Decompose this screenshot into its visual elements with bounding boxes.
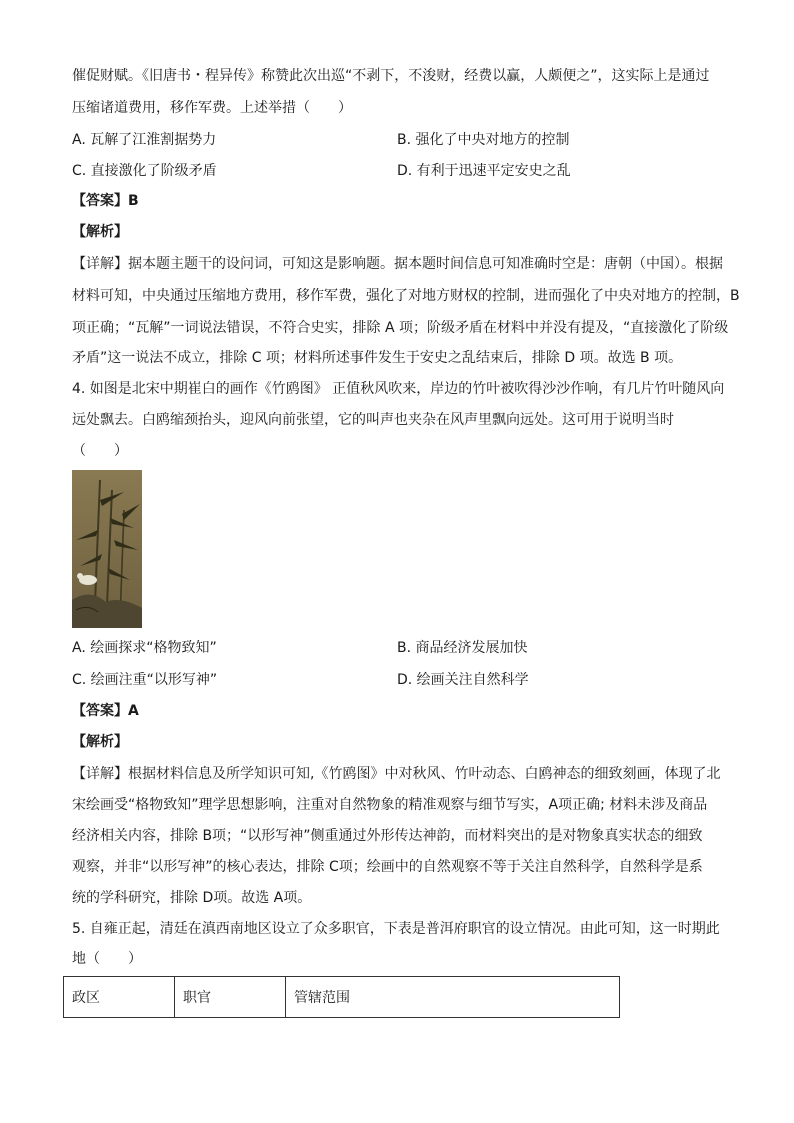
q3-detail-line-2: 材料可知，中央通过压缩地方费用，移作军费，强化了对地方财权的控制，进而强化了中央对地方的控制，B	[72, 288, 740, 304]
q4-option-c: C. 绘画注重“以形写神”	[72, 672, 218, 688]
q5-stem-line-2: 地（ ）	[72, 951, 142, 967]
q5-table	[63, 976, 620, 1018]
q3-option-d: D. 有利于迅速平定安史之乱	[397, 163, 571, 179]
table-header-row	[64, 977, 620, 1018]
q4-detail-line-2: 宋绘画受“格物致知”理学思想影响，注重对自然物象的精准观察与细节写实，A项正确; 材料未涉及商品	[72, 797, 708, 813]
q4-answer: 【答案】A	[72, 703, 139, 719]
q3-detail-line-1: 【详解】据本题主题干的设问词，可知这是影响题。据本题时间信息可知准确时空是：唐朝（中国）。根据	[72, 256, 723, 272]
q4-detail-line-5: 统的学科研究，排除 D项。故选 A项。	[72, 890, 312, 906]
q4-stem-line-2: 远处飘去。白鸥缩颈抬头，迎风向前张望，它的叫声也夹杂在风声里飘向远处。这可用于说明当时	[72, 412, 674, 428]
q3-answer: 【答案】B	[72, 193, 139, 209]
q3-analysis-label: 【解析】	[72, 224, 128, 240]
q3-detail-line-4: 矛盾”这一说法不成立，排除 C 项；材料所述事件发生于安史之乱结束后，排除 D 项。故选 B 项。	[72, 350, 683, 366]
q3-stem-line-1: 催促财赋。《旧唐书・程异传》称赞此次出巡“不剥下，不浚财，经费以赢，人颇便之”，这实际上是通过	[72, 68, 710, 84]
q4-analysis-label: 【解析】	[72, 734, 128, 750]
q3-detail-line-3: 项正确；“瓦解”一词说法错误，不符合史实，排除 A 项；阶级矛盾在材料中并没有提及，“直接激化了阶级	[72, 320, 729, 336]
q4-option-d: D. 绘画关注自然科学	[397, 672, 529, 688]
q5-stem-line-1: 5. 自雍正起，清廷在滇西南地区设立了众多职官，下表是普洱府职官的设立情况。由此可知，这一时期此	[72, 921, 720, 937]
q3-stem-line-2: 压缩诸道费用，移作军费。上述举措（ ）	[72, 100, 352, 116]
q3-option-a: A. 瓦解了江淮割据势力	[72, 132, 217, 148]
q4-option-b: B. 商品经济发展加快	[397, 640, 528, 656]
table-header-cell: 政区	[64, 977, 175, 1018]
bamboo-gull-painting	[72, 470, 142, 628]
table-header-cell: 职官	[175, 977, 286, 1018]
q4-stem-line-1: 4. 如图是北宋中期崔白的画作《竹鸥图》 正值秋风吹来，岸边的竹叶被吹得沙沙作响，有几片竹叶随风向	[72, 381, 725, 397]
q4-detail-line-4: 观察，并非“以形写神”的核心表达，排除 C项；绘画中的自然观察不等于关注自然科学，自然科学是系	[72, 859, 703, 875]
q4-stem-line-3: （ ）	[72, 443, 128, 459]
table-header-cell: 管辖范围	[286, 977, 620, 1018]
q4-option-a: A. 绘画探求“格物致知”	[72, 640, 217, 656]
q3-option-b: B. 强化了中央对地方的控制	[397, 132, 570, 148]
q4-detail-line-1: 【详解】根据材料信息及所学知识可知,《竹鸥图》中对秋风、竹叶动态、白鸥神态的细致刻画，体现了北	[72, 766, 721, 782]
q3-option-c: C. 直接激化了阶级矛盾	[72, 163, 217, 179]
q4-detail-line-3: 经济相关内容，排除 B项；“以形写神”侧重通过外形传达神韵，而材料突出的是对物象真实状态的细致	[72, 828, 703, 844]
